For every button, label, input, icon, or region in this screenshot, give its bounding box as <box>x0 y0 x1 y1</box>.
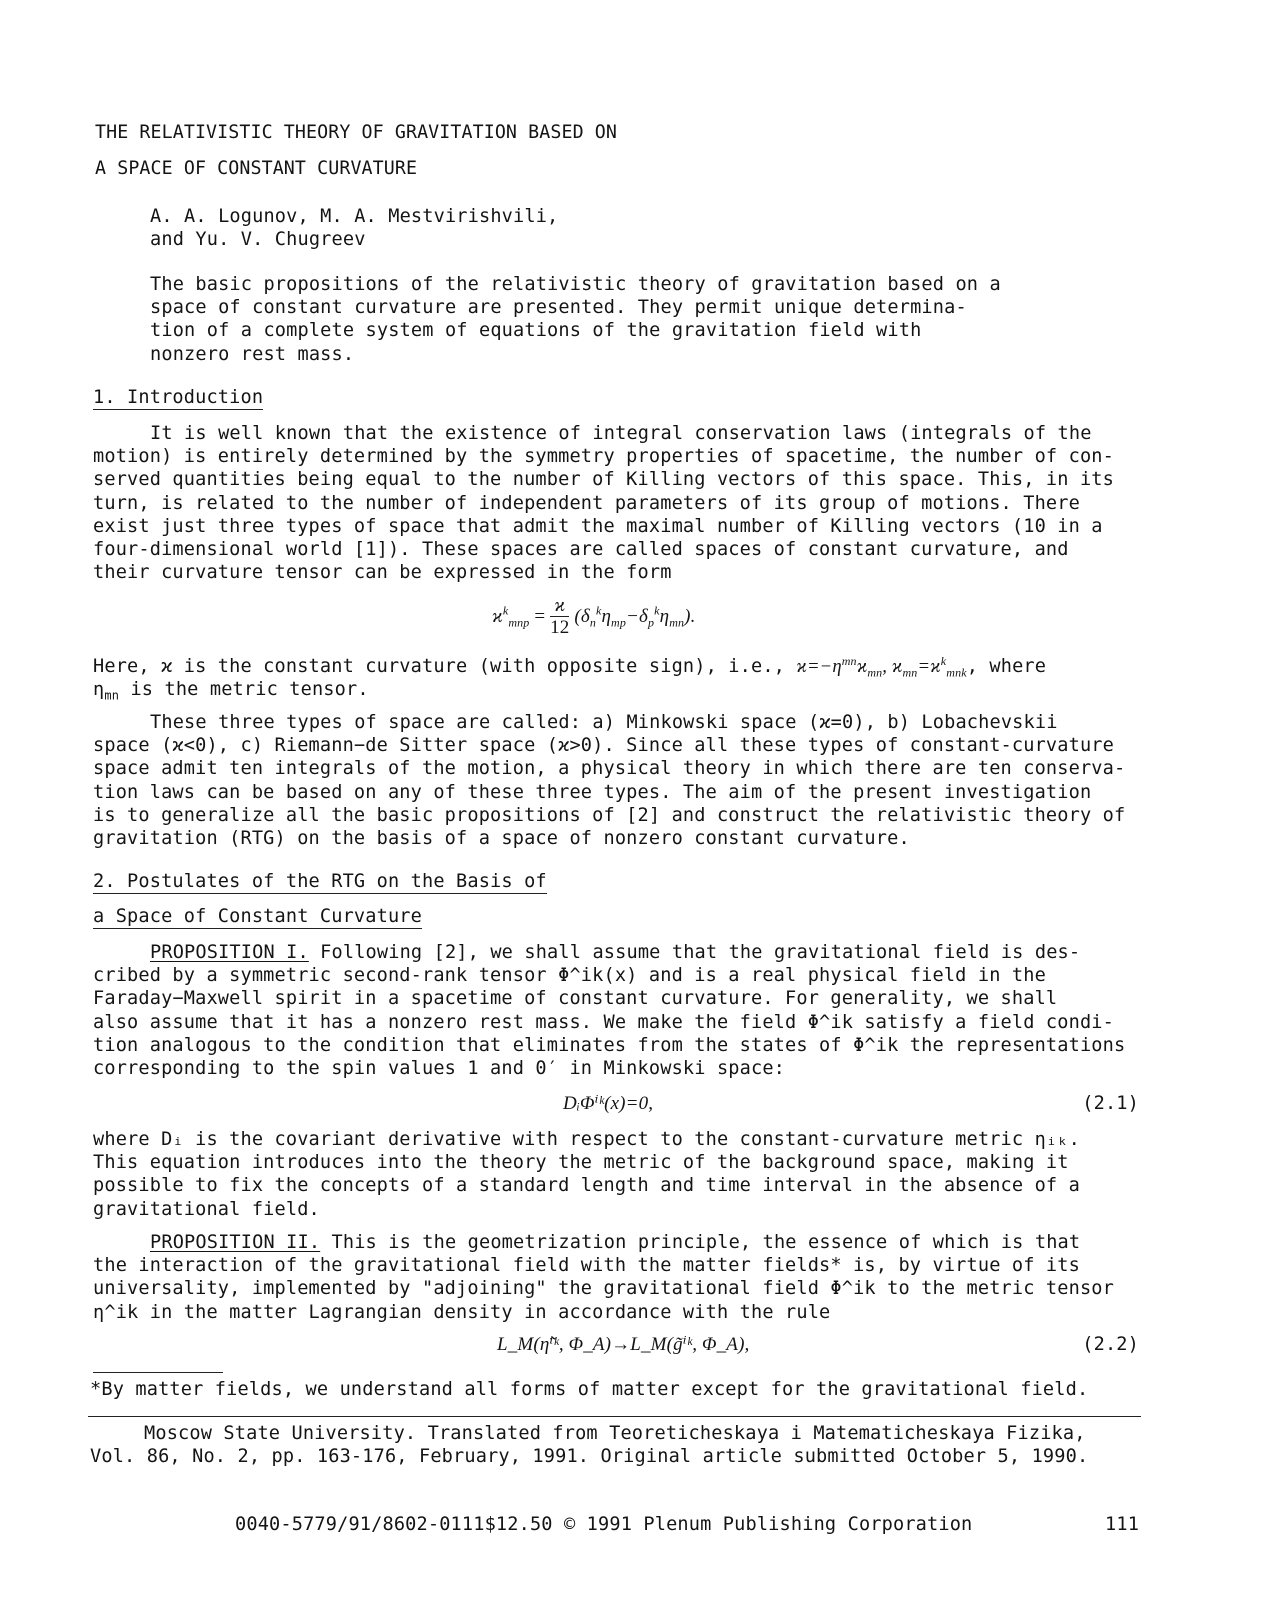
section-2-heading-line-1: 2. Postulates of the RTG on the Basis of <box>93 871 547 892</box>
section-1-heading: 1. Introduction <box>93 387 264 408</box>
equation-2-1: DᵢΦⁱᵏ(x)=0, <box>563 1093 654 1114</box>
paragraph-line: gravitational field. <box>93 1198 320 1220</box>
paragraph-line: η^ik in the matter Lagrangian density in accordance with the rule <box>93 1301 831 1323</box>
eq-part: η <box>659 605 670 627</box>
abstract-line: nonzero rest mass. <box>150 343 355 365</box>
eq-part: ). <box>684 605 696 627</box>
eq-part: η <box>601 605 612 627</box>
title-line-2: A SPACE OF CONSTANT CURVATURE <box>95 158 418 179</box>
eq-sub: p <box>647 615 655 630</box>
footnote-rule <box>93 1372 223 1373</box>
inline-math: =ϰ <box>917 656 941 677</box>
paragraph-line: is to generalize all the basic propositions of [2] and construct the relativistic theory of <box>93 804 1126 826</box>
affiliation-line: Vol. 86, No. 2, pp. 163-176, February, 1991. Original article submitted October 5, 1990. <box>90 1446 1089 1468</box>
proposition-1-label: PROPOSITION I. <box>150 942 309 963</box>
inline-math-sup: mn <box>841 653 857 668</box>
inline-math-sub: mnk <box>946 665 967 680</box>
paragraph-line: space (ϰ<0), c) Riemann−de Sitter space (ϰ>0). Since all these types of constant-curvature <box>93 735 1114 757</box>
paragraph-text: It is well known that the existence of integral conservation laws (integrals of the <box>150 423 1092 444</box>
here-text: , where <box>966 656 1047 677</box>
paragraph-line: space admit ten integrals of the motion, a physical theory in which there are ten conserva- <box>93 758 1126 780</box>
inline-math-sup: k <box>940 653 947 668</box>
eq-frac-num: ϰ <box>550 596 569 617</box>
affiliation-rule <box>88 1416 1141 1417</box>
eq-sub: mnp <box>508 615 530 630</box>
paragraph-line: This equation introduces into the theory the metric of the background space, making it <box>93 1152 1069 1174</box>
paragraph-text: Following [2], we shall assume that the gravitational field is des- <box>308 942 1081 963</box>
affiliation-text: Moscow State University. Translated from Teoreticheskaya i Matematicheskaya Fizika, <box>144 1423 1086 1444</box>
paragraph-text: These three types of space are called: a) Minkowski space (ϰ=0), b) Lobachevskii <box>150 712 1058 733</box>
eq-sup: k <box>595 603 602 618</box>
paragraph-line <box>93 422 1114 445</box>
eq-part: −δ <box>626 605 648 627</box>
paragraph-line: four-dimensional world [1]). These spaces are called spaces of constant curvature, and <box>93 539 1069 561</box>
abstract-line: The basic propositions of the relativistic theory of gravitation based on a <box>150 274 1001 295</box>
paragraph-line: their curvature tensor can be expressed in the form <box>93 562 672 584</box>
eq-sub: mn <box>669 615 685 630</box>
paragraph-line: tion analogous to the condition that eliminates from the states of Φ^ik the representations <box>93 1034 1126 1056</box>
paragraph-line: motion) is entirely determined by the symmetry properties of spacetime, the number of con- <box>93 446 1114 468</box>
title-line-1: THE RELATIVISTIC THEORY OF GRAVITATION BASED ON <box>95 122 617 143</box>
page-number: 111 <box>1105 1514 1140 1535</box>
paragraph-line: possible to fix the concepts of a standard length and time interval in the absence of a <box>93 1175 1080 1197</box>
proposition-2-label: PROPOSITION II. <box>150 1232 321 1253</box>
paragraph-line: also assume that it has a nonzero rest mass. We make the field Φ^ik satisfy a field condi- <box>93 1011 1114 1033</box>
here-text: is the metric tensor. <box>119 679 369 701</box>
eq-frac-den: 12 <box>550 617 570 638</box>
curvature-equation: $ϰ^k_{mnp}$ = $\frac{ϰ}{12}$ $(\delta_n^k\eta_{mp}-\delta_p^k\eta_{mn})$. <box>492 595 696 638</box>
here-line-1 <box>93 655 1046 678</box>
equation-2-2-number: (2.2) <box>1082 1334 1139 1355</box>
authors <box>150 205 558 251</box>
paragraph-line: universality, implemented by "adjoining" the gravitational field Φ^ik to the metric tensor <box>93 1278 1114 1300</box>
paragraph-text: This is the geometrization principle, the essence of which is that <box>320 1232 1081 1253</box>
here-text: Here, ϰ is the constant curvature (with opposite sign), i.e., <box>93 656 797 677</box>
paragraph-line: corresponding to the spin values 1 and 0′ in Minkowski space: <box>93 1058 786 1080</box>
eq-fraction <box>550 596 569 639</box>
proposition-1 <box>93 941 1125 1080</box>
paragraph-line: served quantities being equal to the number of Killing vectors of this space. This, in its <box>93 469 1114 491</box>
here-paragraph <box>93 655 1046 701</box>
here-line-2 <box>93 678 1046 701</box>
inline-math: η <box>93 679 105 701</box>
paragraph-line <box>93 941 1125 964</box>
abstract-line: tion of a complete system of equations of the gravitation field with <box>150 320 922 342</box>
paragraph-line: Faraday−Maxwell spirit in a spacetime of constant curvature. For generality, we shall <box>93 988 1058 1010</box>
proposition-2 <box>93 1231 1114 1324</box>
paragraph-line: cribed by a symmetric second-rank tensor Φ^ik(x) and is a real physical field in the <box>93 965 1046 987</box>
inline-math: ϰ <box>856 656 868 677</box>
inline-math-sub: mn <box>867 665 883 680</box>
intro-paragraph-1 <box>93 422 1114 584</box>
paragraph-line: where Dᵢ is the covariant derivative with respect to the constant-curvature metric ηᵢₖ. <box>93 1129 1080 1150</box>
paragraph-line: turn, is related to the number of independent parameters of its group of motions. There <box>93 492 1080 514</box>
eq-part: (δ <box>574 605 590 627</box>
paragraph-line: tion laws can be based on any of these three types. The aim of the present investigation <box>93 781 1092 803</box>
inline-math-sub: mn <box>104 688 120 703</box>
inline-math: , ϰ <box>882 656 903 677</box>
inline-math: ϰ=−η <box>796 656 842 677</box>
inline-math-sub: mn <box>902 665 918 680</box>
paragraph-line: the interaction of the gravitational field with the matter fields* is, by virtue of its <box>93 1255 1080 1277</box>
abstract-line: space of constant curvature are presented. They permit unique determina- <box>150 297 967 319</box>
paragraph-line: gravitation (RTG) on the basis of a space of nonzero constant curvature. <box>93 828 910 850</box>
eq-sub: n <box>589 615 596 630</box>
equation-2-1-number: (2.1) <box>1082 1093 1139 1114</box>
eq-symbol: ϰ <box>492 605 503 627</box>
footnote: *By matter fields, we understand all forms of matter except for the gravitational field. <box>90 1379 1089 1400</box>
authors-line-1: A. A. Logunov, M. A. Mestvirishvili, <box>150 206 559 227</box>
eq-sub: mp <box>611 615 627 630</box>
equation-2-2: L_M(η̃ⁱᵏ, Φ_A)→L_M(g̃ⁱᵏ, Φ_A), <box>497 1334 750 1355</box>
affiliation <box>90 1422 1088 1468</box>
abstract <box>150 273 1001 366</box>
authors-line-2: and Yu. V. Chugreev <box>150 229 366 251</box>
footer-code: 0040-5779/91/8602-0111$12.50 © 1991 Plenum Publishing Corporation <box>235 1514 973 1535</box>
paragraph-line: exist just three types of space that admit the maximal number of Killing vectors (10 in a <box>93 515 1103 537</box>
eq-sup: k <box>502 603 509 618</box>
intro-paragraph-2 <box>93 711 1125 850</box>
section-2-heading-line-2: a Space of Constant Curvature <box>93 906 422 927</box>
after-equation-2-1 <box>93 1128 1080 1221</box>
paragraph-line <box>93 711 1125 734</box>
paragraph-line <box>93 1231 1114 1254</box>
eq-sup: k <box>654 603 660 618</box>
affiliation-line <box>90 1422 1088 1445</box>
